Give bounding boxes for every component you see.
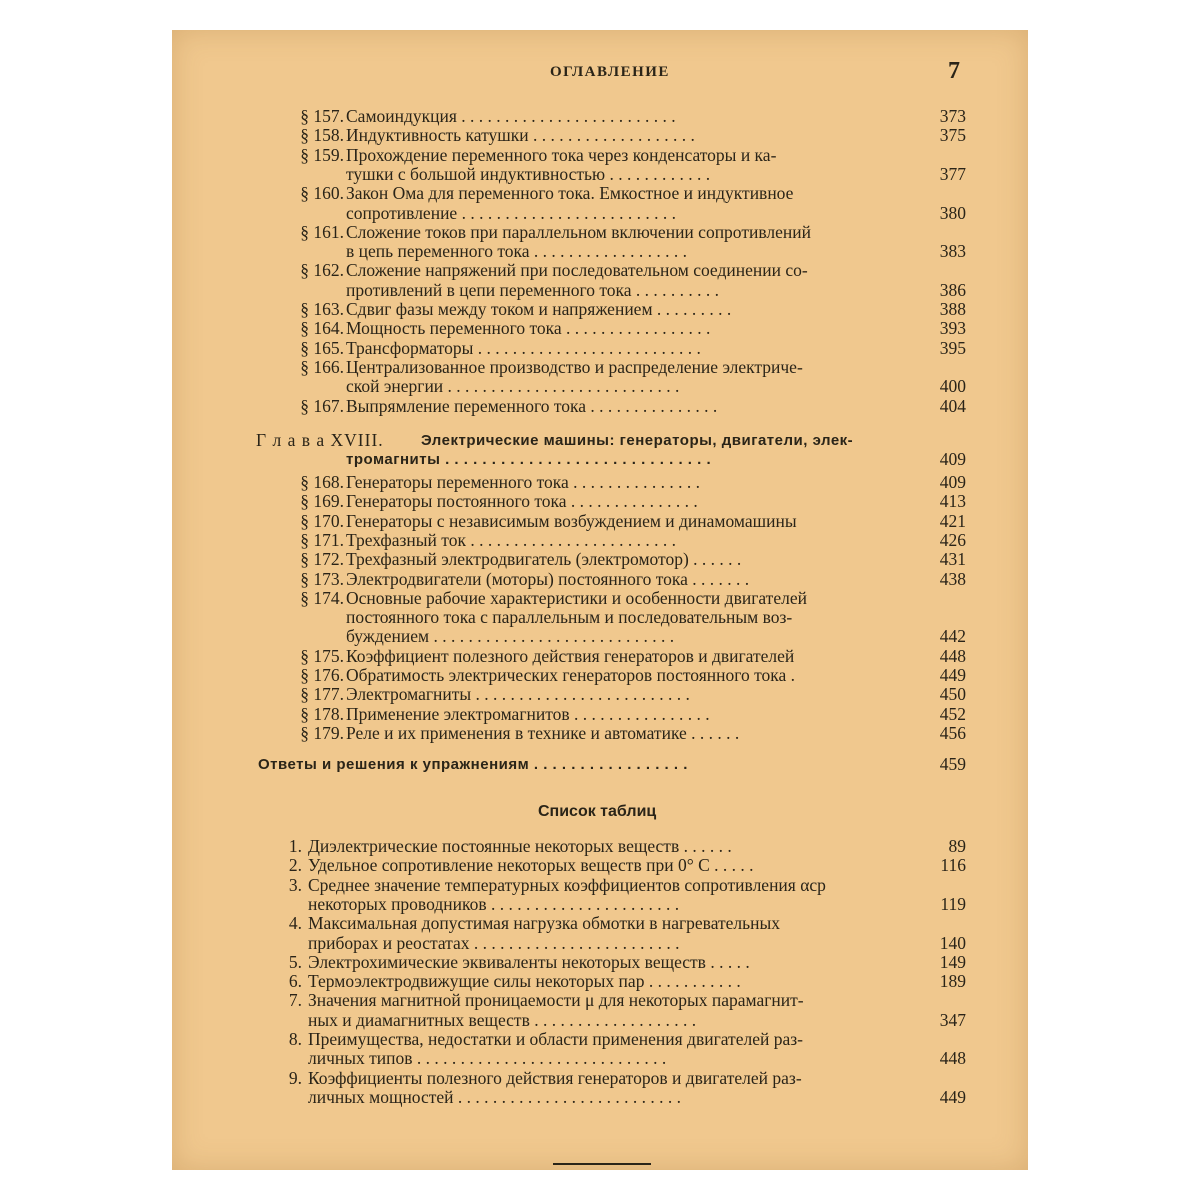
section-entry-text: буждением . . . . . . . . . . . . . . . . . . . . . . . . . . . .	[346, 627, 675, 647]
section-entry-page: 442	[939, 626, 966, 647]
table-entry-page: 116	[940, 855, 966, 876]
section-entry-text: Индуктивность катушки . . . . . . . . . . . . . . . . . . .	[346, 126, 695, 146]
section-entry-page: 409	[939, 472, 966, 492]
table-entry-number: 4.	[288, 913, 302, 934]
section-entry-text: Сложение токов при параллельном включении сопротивлений	[346, 222, 811, 242]
table-entry-text: Значения магнитной проницаемости μ для некоторых парамагнит-	[308, 991, 804, 1011]
section-entry-text: Самоиндукция . . . . . . . . . . . . . . . . . . . . . . . . .	[346, 107, 676, 126]
section-entry-page: 449	[939, 665, 966, 685]
answers-entry-text: Ответы и решения к упражнениям . . . . . . . . . . . . . . . . .	[258, 756, 688, 773]
section-entry-number: § 173.	[300, 568, 344, 589]
table-entry-number: 6.	[288, 971, 302, 992]
tables-heading: Список таблиц	[538, 803, 657, 820]
section-entry-page: 431	[939, 549, 966, 570]
section-entry-text: Генераторы с независимым возбуждением и динамомашины	[346, 511, 797, 531]
table-entry-number: 8.	[288, 1029, 302, 1049]
section-entry-text: Обратимость электрических генераторов постоянного тока .	[346, 666, 796, 685]
table-entry-page: 189	[939, 971, 966, 992]
section-entry-page: 386	[939, 279, 966, 300]
section-entry-text: тушки с большой индуктивностью . . . . . . . . . . . .	[346, 164, 711, 184]
table-entry-text: Диэлектрические постоянные некоторых веществ . . . . . .	[308, 837, 732, 856]
section-entry-text: ской энергии . . . . . . . . . . . . . . . . . . . . . . . . . . .	[346, 377, 680, 397]
section-entry-number: § 177.	[300, 684, 344, 705]
section-entry-text: Централизованное производство и распределение электриче-	[346, 357, 803, 377]
table-entry-page: 448	[939, 1048, 966, 1069]
section-entry-text: противлений в цепи переменного тока . . . . . . . . . .	[346, 280, 720, 300]
section-entry-page: 426	[939, 529, 966, 550]
section-entry-number: § 178.	[300, 703, 344, 724]
table-entry-text: некоторых проводников . . . . . . . . . . . . . . . . . . . . . .	[308, 894, 680, 914]
table-entry-page: 89	[948, 836, 966, 856]
section-entry-number: § 165.	[300, 337, 344, 358]
table-entry-text: ных и диамагнитных веществ . . . . . . . . . . . . . . . . . . .	[308, 1010, 697, 1030]
section-entry-page: 373	[939, 106, 966, 126]
section-entry-page: 450	[939, 684, 966, 705]
section-entry-page: 448	[939, 645, 966, 666]
section-entry-page: 377	[939, 163, 966, 184]
table-entry-text: приборах и реостатах . . . . . . . . . . . . . . . . . . . . . . . .	[308, 933, 680, 953]
section-entry-number: § 169.	[300, 491, 344, 512]
section-entry-page: 375	[939, 125, 966, 146]
table-entry-page: 449	[939, 1086, 966, 1107]
section-entry-page: 404	[939, 395, 966, 416]
table-entry-number: 2.	[288, 855, 302, 876]
table-entry-text: Коэффициенты полезного действия генераторов и двигателей раз-	[308, 1068, 802, 1088]
table-entry-number: 7.	[288, 990, 302, 1011]
section-entry-text: в цепь переменного тока . . . . . . . . . . . . . . . . . .	[346, 242, 688, 262]
table-entry-text: личных типов . . . . . . . . . . . . . . . . . . . . . . . . . . . . .	[308, 1049, 667, 1069]
section-entry-text: Коэффициент полезного действия генераторов и двигателей	[346, 646, 795, 666]
section-entry-number: § 161.	[300, 221, 344, 242]
section-entry-text: Реле и их применения в технике и автоматике . . . . . .	[346, 723, 740, 743]
section-entry-page: 413	[939, 491, 966, 512]
section-entry-text: Сложение напряжений при последовательном соединении со-	[346, 261, 808, 281]
running-header: ОГЛАВЛЕНИЕ	[550, 64, 670, 80]
table-entry-text: Максимальная допустимая нагрузка обмотки в нагревательных	[308, 914, 781, 934]
section-entry-text: Основные рабочие характеристики и особенности двигателей	[346, 588, 807, 608]
section-entry-page: 395	[939, 337, 966, 358]
section-entry-number: § 160.	[300, 183, 344, 204]
section-entry-number: § 157.	[300, 106, 344, 126]
section-entry-page: 421	[939, 510, 966, 531]
table-entry-text: Термоэлектродвижущие силы некоторых пар . . . . . . . . . . .	[308, 972, 741, 992]
section-entry-text: сопротивление . . . . . . . . . . . . . . . . . . . . . . . . .	[346, 203, 676, 223]
answers-entry-page: 459	[939, 754, 966, 774]
section-entry-page: 383	[939, 241, 966, 262]
section-entry-page: 452	[939, 703, 966, 724]
section-entry-page: 380	[939, 202, 966, 223]
section-entry-number: § 170.	[300, 510, 344, 531]
section-entry-number: § 176.	[300, 665, 344, 685]
section-entry-number: § 158.	[300, 125, 344, 146]
table-entry-text: Удельное сопротивление некоторых веществ при 0° С . . . . .	[308, 856, 754, 876]
section-entry-page: 388	[939, 299, 966, 319]
section-entry-page: 438	[939, 568, 966, 589]
section-entry-text: Применение электромагнитов . . . . . . . . . . . . . . . .	[346, 704, 710, 724]
section-entry-text: Генераторы постоянного тока . . . . . . . . . . . . . . .	[346, 492, 698, 512]
page-number: 7	[948, 58, 960, 84]
chapter-prefix: Г л а в а XVIII.	[256, 430, 384, 450]
section-entry-text: Трехфазный ток . . . . . . . . . . . . . . . . . . . . . . . .	[346, 530, 676, 550]
table-entry-text: Среднее значение температурных коэффициентов сопротивления αср	[308, 875, 826, 895]
section-entry-text: Мощность переменного тока . . . . . . . . . . . . . . . . .	[346, 319, 711, 339]
section-entry-text: Электродвигатели (моторы) постоянного тока . . . . . . .	[346, 569, 750, 589]
chapter-title-line1: Электрические машины: генераторы, двигатели, элек-	[421, 432, 854, 449]
section-entry-number: § 172.	[300, 549, 344, 570]
table-entry-number: 1.	[288, 836, 302, 856]
chapter-page: 409	[939, 449, 966, 470]
section-entry-text: Электромагниты . . . . . . . . . . . . . . . . . . . . . . . . .	[346, 685, 690, 705]
table-entry-page: 119	[940, 893, 966, 914]
section-entry-number: § 171.	[300, 529, 344, 550]
table-entry-text: личных мощностей . . . . . . . . . . . . . . . . . . . . . . . . . .	[308, 1087, 682, 1107]
bottom-rule	[553, 1163, 651, 1165]
section-entry-text: Сдвиг фазы между током и напряжением . . . . . . . . .	[346, 300, 732, 319]
section-entry-page: 393	[939, 318, 966, 339]
section-entry-text: Генераторы переменного тока . . . . . . . . . . . . . . .	[346, 473, 701, 492]
section-entry-text: Закон Ома для переменного тока. Емкостное и индуктивное	[346, 184, 794, 204]
table-entry-page: 149	[939, 951, 966, 972]
table-entry-text: Электрохимические эквиваленты некоторых веществ . . . . .	[308, 952, 750, 972]
section-entry-number: § 179.	[300, 722, 344, 743]
table-entry-page: 347	[939, 1009, 966, 1030]
section-entry-text: Прохождение переменного тока через конденсаторы и ка-	[346, 145, 777, 165]
section-entry-number: § 174.	[300, 587, 344, 608]
section-entry-number: § 168.	[300, 472, 344, 492]
section-entry-text: Выпрямление переменного тока . . . . . . . . . . . . . . .	[346, 396, 718, 416]
section-entry-number: § 175.	[300, 645, 344, 666]
section-entry-text: постоянного тока с параллельным и последовательным воз-	[346, 608, 793, 628]
section-entry-number: § 164.	[300, 318, 344, 339]
section-entry-text: Трансформаторы . . . . . . . . . . . . . . . . . . . . . . . . . .	[346, 338, 701, 358]
table-entry-number: 3.	[288, 874, 302, 895]
table-entry-page: 140	[939, 932, 966, 953]
chapter-title-line2: тромагниты . . . . . . . . . . . . . . . . . . . . . . . . . . . . .	[346, 451, 712, 469]
section-entry-text: Трехфазный электродвигатель (электромотор) . . . . . .	[346, 550, 742, 570]
table-entry-text: Преимущества, недостатки и области применения двигателей раз-	[308, 1030, 803, 1049]
table-entry-number: 5.	[288, 951, 302, 972]
section-entry-number: § 166.	[300, 356, 344, 377]
section-entry-page: 456	[939, 722, 966, 743]
section-entry-number: § 163.	[300, 299, 344, 319]
section-entry-page: 400	[939, 376, 966, 397]
table-entry-number: 9.	[288, 1067, 302, 1088]
section-entry-number: § 167.	[300, 395, 344, 416]
section-entry-number: § 159.	[300, 144, 344, 165]
section-entry-number: § 162.	[300, 260, 344, 281]
